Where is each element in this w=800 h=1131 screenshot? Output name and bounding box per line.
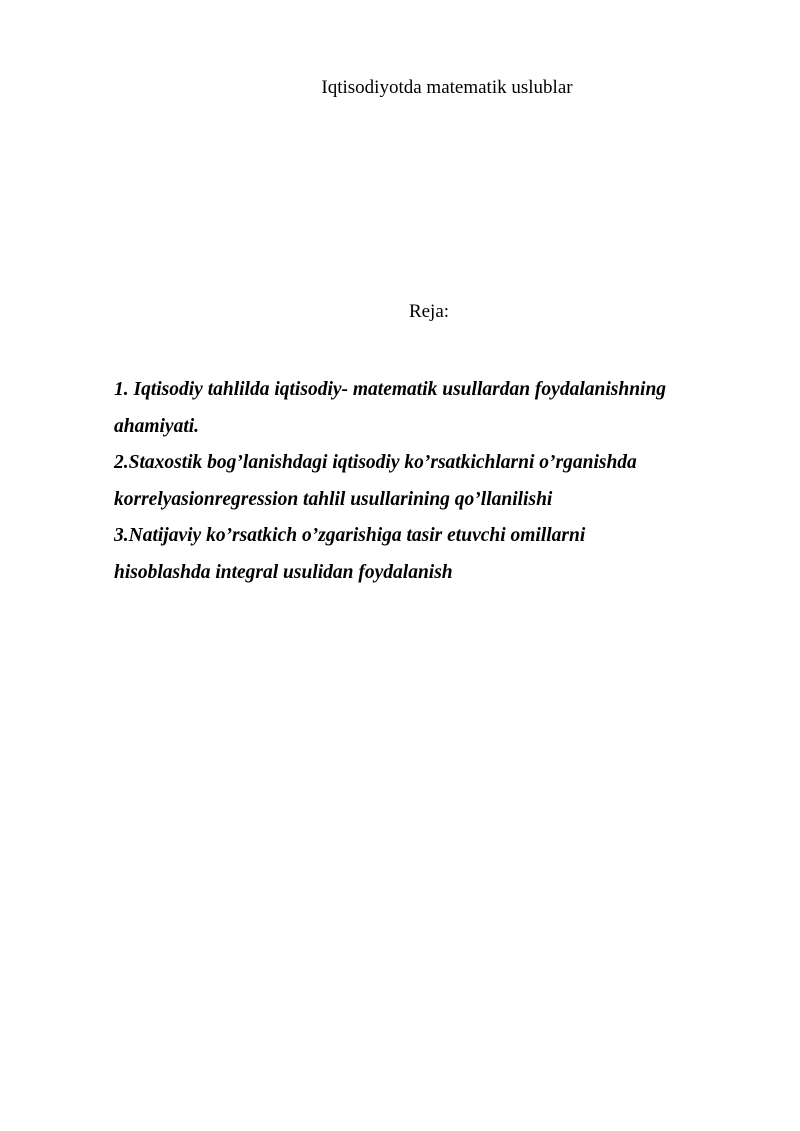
plan-item-3-line-2: hisoblashda integral usulidan foydalanish (114, 561, 453, 583)
plan-list (114, 372, 764, 592)
plan-item-2-line-1: 2.Staxostik bog’lanishdagi iqtisodiy ko’rsatkichlarni o’rganishda (114, 452, 637, 474)
plan-item-2-line-2: korrelyasionregression tahlil usullarining qo’llanilishi (114, 488, 553, 510)
plan-item-3-line-1: 3.Natijaviy ko’rsatkich o’zgarishiga tasir etuvchi omillarni (114, 525, 586, 547)
plan-heading: Reja: (408, 301, 450, 322)
plan-item-1-line-2: ahamiyati. (114, 415, 200, 437)
document-title: Iqtisodiyotda matematik uslublar (321, 77, 573, 98)
plan-item-1-line-1: 1. Iqtisodiy tahlilda iqtisodiy- matematik usullardan foydalanishning (114, 379, 667, 400)
